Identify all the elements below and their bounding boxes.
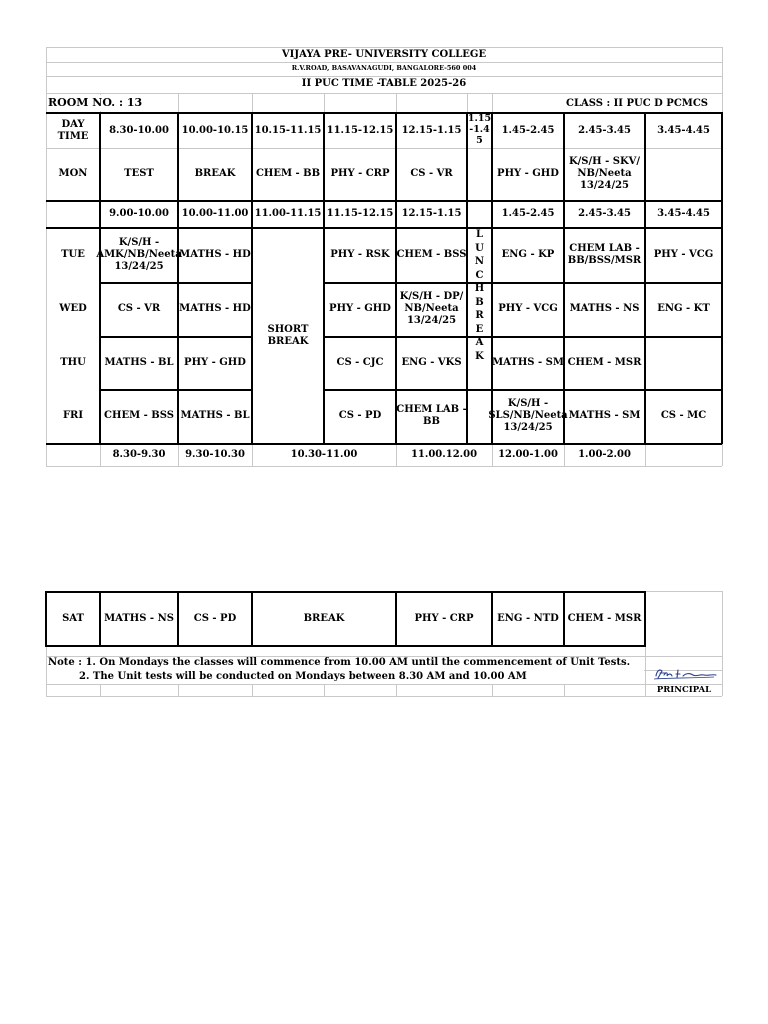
- thu-slot-7: MATHS - SM: [492, 356, 564, 368]
- tue-slot-8: CHEM LAB - BB/BSS/MSR: [567, 243, 642, 266]
- tue-slot-1: K/S/H - AMK/NB/Neeta 13/24/25: [96, 237, 182, 272]
- wed-slot-5: K/S/H - DP/ NB/Neeta 13/24/25: [399, 291, 464, 326]
- sat-slot-1: MATHS - NS: [104, 612, 174, 624]
- mon-slot-4: PHY - CRP: [330, 168, 390, 179]
- college-name: VIJAYA PRE- UNIVERSITY COLLEGE: [281, 49, 487, 60]
- day-thu: THU: [60, 356, 86, 368]
- time-slot-1: 8.30-10.00: [109, 124, 169, 136]
- sat-slot-5: ENG - NTD: [497, 612, 559, 624]
- wed-slot-7: PHY - VCG: [498, 303, 558, 314]
- thu-slot-2: PHY - GHD: [184, 356, 246, 368]
- thu-slot-4: CS - CJC: [336, 356, 384, 368]
- wed-slot-4: PHY - GHD: [329, 303, 391, 314]
- thu-slot-8: CHEM - MSR: [567, 356, 642, 368]
- fri-slot-2: MATHS - BL: [180, 410, 250, 421]
- fri-slot-8: MATHS - SM: [568, 410, 641, 421]
- principal-label: PRINCIPAL: [656, 685, 712, 695]
- day-time-header: DAY TIME: [57, 118, 89, 142]
- time-slot-2: 10.00-10.15: [181, 124, 249, 136]
- time2-slot-8: 2.45-3.45: [578, 208, 631, 219]
- tue-slot-4: PHY - RSK: [330, 249, 390, 260]
- time-slot-9: 3.45-4.45: [657, 124, 710, 136]
- time-slot-4: 11.15-12.15: [326, 124, 394, 136]
- day-wed: WED: [59, 303, 87, 314]
- time2-slot-3: 11.00-11.15: [254, 208, 322, 219]
- principal-signature: [650, 664, 720, 684]
- wed-slot-8: MATHS - NS: [569, 303, 640, 314]
- class-label: CLASS : II PUC D PCMCS: [566, 98, 709, 109]
- tue-slot-7: ENG - KP: [501, 249, 555, 260]
- mon-slot-9: [645, 148, 722, 200]
- sat-time-3: 10.30-11.00: [290, 449, 358, 460]
- tue-slot-5: CHEM - BSS: [396, 249, 467, 260]
- sat-slot-6: CHEM - MSR: [567, 612, 642, 624]
- sat-time-5: 12.00-1.00: [498, 449, 558, 460]
- fri-slot-9: CS - MC: [660, 410, 707, 421]
- time-slot-7: 1.45-2.45: [501, 124, 555, 136]
- thu-slot-5: ENG - VKS: [401, 356, 462, 368]
- wed-slot-2: MATHS - HD: [179, 303, 251, 314]
- tue-slot-9: PHY - VCG: [653, 249, 714, 260]
- time-slot-3: 10.15-11.15: [254, 124, 322, 136]
- day-tue: TUE: [61, 249, 85, 260]
- room-number: ROOM NO. : 13: [48, 96, 143, 109]
- mon-slot-7: PHY - GHD: [497, 168, 559, 179]
- time-slot-5: 12.15-1.15: [401, 124, 462, 136]
- short-break: SHORT BREAK: [267, 323, 309, 347]
- college-address: R.V.ROAD, BASAVANAGUDI, BANGALORE-560 004: [291, 64, 477, 72]
- time2-slot-1: 9.00-10.00: [109, 208, 169, 219]
- time2-slot-7: 1.45-2.45: [501, 208, 555, 219]
- sat-slot-4: PHY - CRP: [414, 612, 474, 624]
- sat-time-6: 1.00-2.00: [578, 449, 631, 460]
- mon-slot-5: CS - VR: [410, 168, 453, 179]
- note-line-2: 2. The Unit tests will be conducted on Mondays between 8.30 AM and 10.00 AM: [79, 671, 527, 682]
- time-slot-lunch: 1.15 -1.4 5: [467, 113, 492, 146]
- thu-slot-1: MATHS - BL: [104, 356, 174, 368]
- wed-slot-1: CS - VR: [117, 303, 161, 314]
- mon-slot-1: TEST: [124, 168, 154, 179]
- fri-slot-1: CHEM - BSS: [104, 410, 174, 421]
- time2-slot-9: 3.45-4.45: [657, 208, 710, 219]
- sat-slot-2: CS - PD: [193, 612, 237, 624]
- note-line-1: Note : 1. On Mondays the classes will commence from 10.00 AM until the commencement of Unit Tests.: [48, 657, 631, 668]
- fri-slot-5: CHEM LAB - BB: [396, 404, 467, 427]
- fri-slot-7: K/S/H - SLS/NB/Neeta 13/24/25: [488, 398, 568, 433]
- sat-time-1: 8.30-9.30: [112, 449, 166, 460]
- day-sat: SAT: [62, 612, 84, 624]
- mon-slot-3: CHEM - BB: [255, 168, 321, 179]
- time2-slot-5: 12.15-1.15: [401, 208, 462, 219]
- sat-time-2: 9.30-10.30: [185, 449, 245, 460]
- day-mon: MON: [58, 168, 88, 179]
- mon-slot-8: K/S/H - SKV/ NB/Neeta 13/24/25: [568, 156, 641, 191]
- wed-slot-9: ENG - KT: [657, 303, 710, 314]
- time2-slot-4: 11.15-12.15: [326, 208, 394, 219]
- lunch-break: L U N C H B R E A K: [474, 229, 485, 362]
- sat-break: BREAK: [303, 612, 345, 624]
- sat-time-4: 11.00.12.00: [410, 449, 478, 460]
- thu-slot-9: [645, 336, 722, 389]
- time-slot-8: 2.45-3.45: [578, 124, 631, 136]
- tue-slot-2: MATHS - HD: [179, 249, 251, 260]
- mon-slot-2: BREAK: [194, 168, 236, 179]
- time2-slot-2: 10.00-11.00: [181, 208, 249, 219]
- timetable-title: II PUC TIME -TABLE 2025-26: [301, 78, 467, 89]
- fri-slot-4: CS - PD: [338, 410, 382, 421]
- day-fri: FRI: [62, 410, 84, 421]
